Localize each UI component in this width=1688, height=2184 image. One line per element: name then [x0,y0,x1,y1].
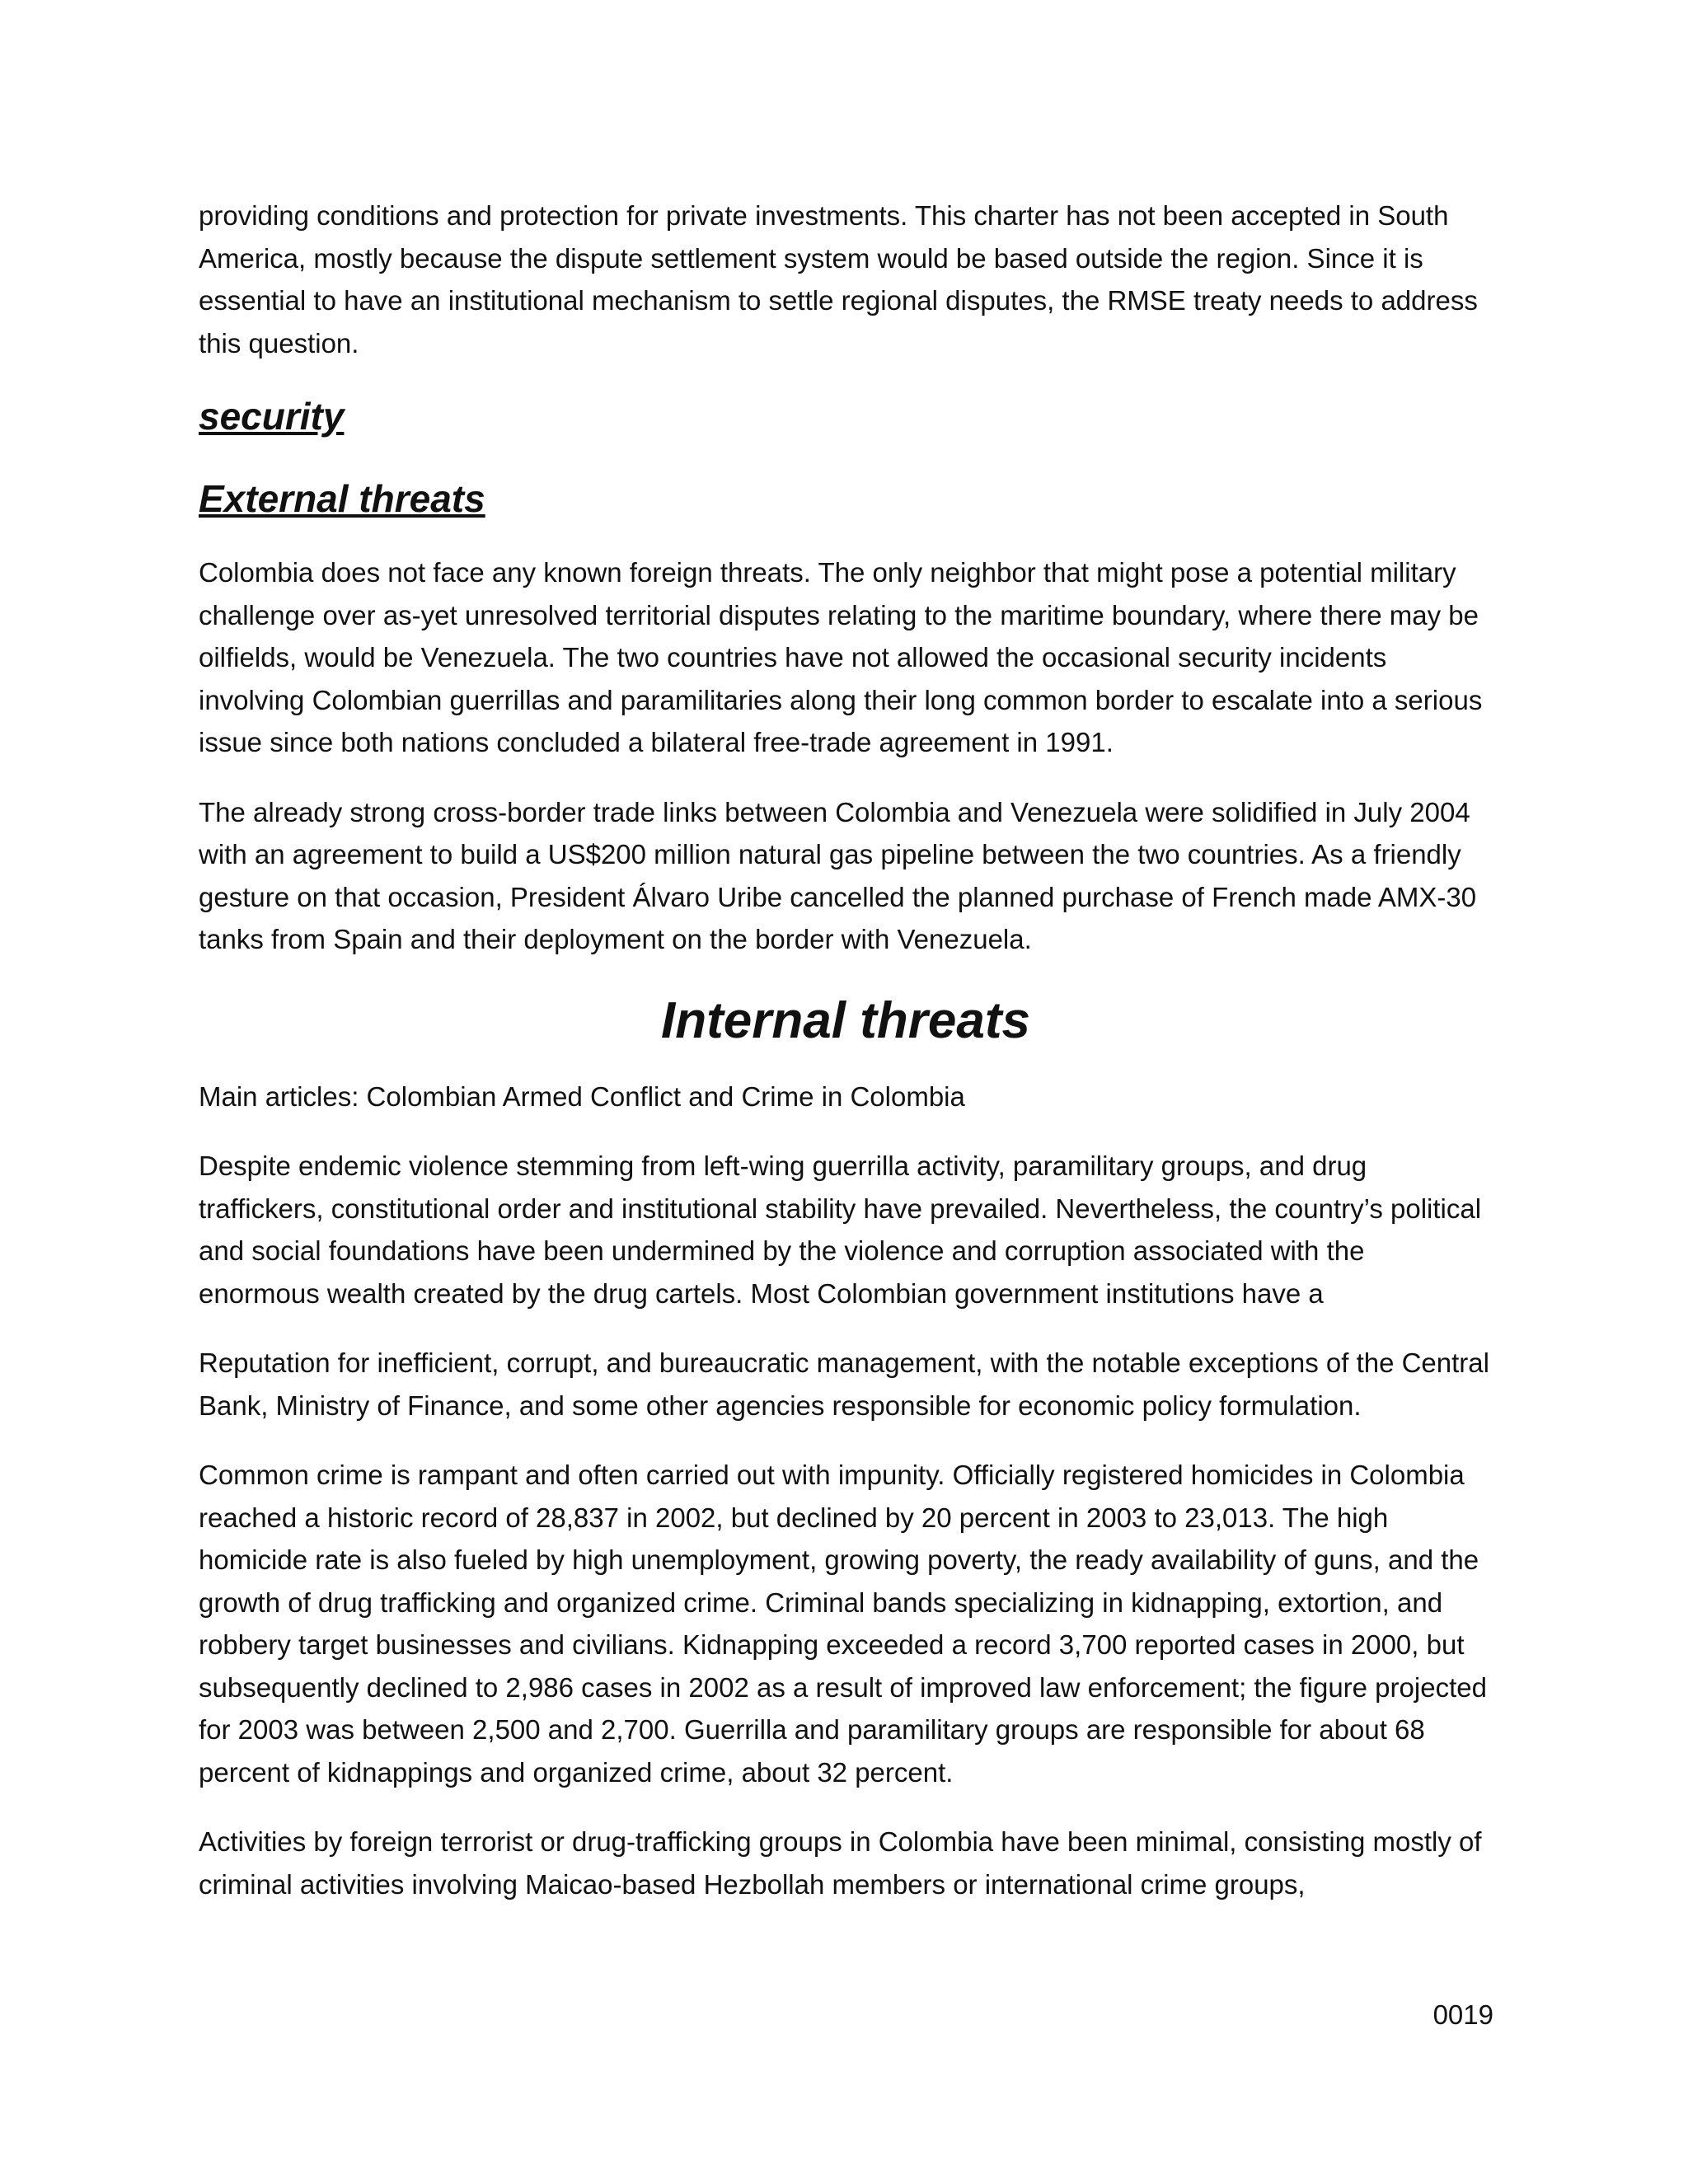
page-number: 0019 [1432,1999,1493,2030]
main-articles-line: Main articles: Colombian Armed Conflict and Crime in Colombia [199,1080,965,1112]
external-paragraph-1: Colombia does not face any known foreign threats. The only neighbor that might pose a potential military challenge over as-yet unresolved territorial disputes relating to the maritime boundary, where there may be oilfields, would be Venezuela. The two countries have not allowed the occasional security incidents involving Colombian guerrillas and paramilitaries along their long common border to escalate into a serious issue since both nations concluded a bilateral free-trade agreement in 1991. [199,557,1483,757]
external-paragraph-2: The already strong cross-border trade links between Colombia and Venezuela were solidified in July 2004 with an agreement to build a US$200 million natural gas pipeline between the two countries. As a friendly gesture on that occasion, President Álvaro Uribe cancelled the planned purchase of French made AMX-30 tanks from Spain and their deployment on the border with Venezuela. [199,796,1477,954]
intro-paragraph: providing conditions and protection for private investments. This charter has not been accepted in South America, mostly because the dispute settlement system would be based outside the region. Since it is essential to have an institutional mechanism to settle regional disputes, the RMSE treaty needs to address this question. [199,200,1478,359]
internal-paragraph-1: Despite endemic violence stemming from left-wing guerrilla activity, paramilitary groups, and drug traffickers, constitutional order and institutional stability have prevailed. Nevertheless, the country’s political and social foundations have been undermined by the violence and corruption associated with the enormous wealth created by the drug cartels. Most Colombian government institutions have a [199,1151,1482,1309]
document-page [199,194,1493,1933]
internal-paragraph-2: Reputation for inefficient, corrupt, and bureaucratic management, with the notable exceptions of the Central Bank, Ministry of Finance, and some other agencies responsible for economic policy formulation. [199,1347,1489,1421]
internal-threats-heading: Internal threats [661,991,1030,1049]
security-heading: security [199,395,345,438]
internal-paragraph-3: Common crime is rampant and often carried out with impunity. Officially registered homicides in Colombia reached a historic record of 28,837 in 2002, but declined by 20 percent in 2003 to 23,013. The high homicide rate is also fueled by high unemployment, growing poverty, the ready availability of guns, and the growth of drug trafficking and organized crime. Criminal bands specializing in kidnapping, extortion, and robbery target businesses and civilians. Kidnapping exceeded a record 3,700 reported cases in 2000, but subsequently declined to 2,986 cases in 2002 as a result of improved law enforcement; the figure projected for 2003 was between 2,500 and 2,700. Guerrilla and paramilitary groups are responsible for about 68 percent of kidnappings and organized crime, about 32 percent. [199,1460,1487,1788]
external-threats-heading: External threats [199,477,485,520]
internal-paragraph-4: Activities by foreign terrorist or drug-trafficking groups in Colombia have been minimal, consisting mostly of criminal activities involving Maicao-based Hezbollah members or international crime groups, [199,1826,1482,1900]
